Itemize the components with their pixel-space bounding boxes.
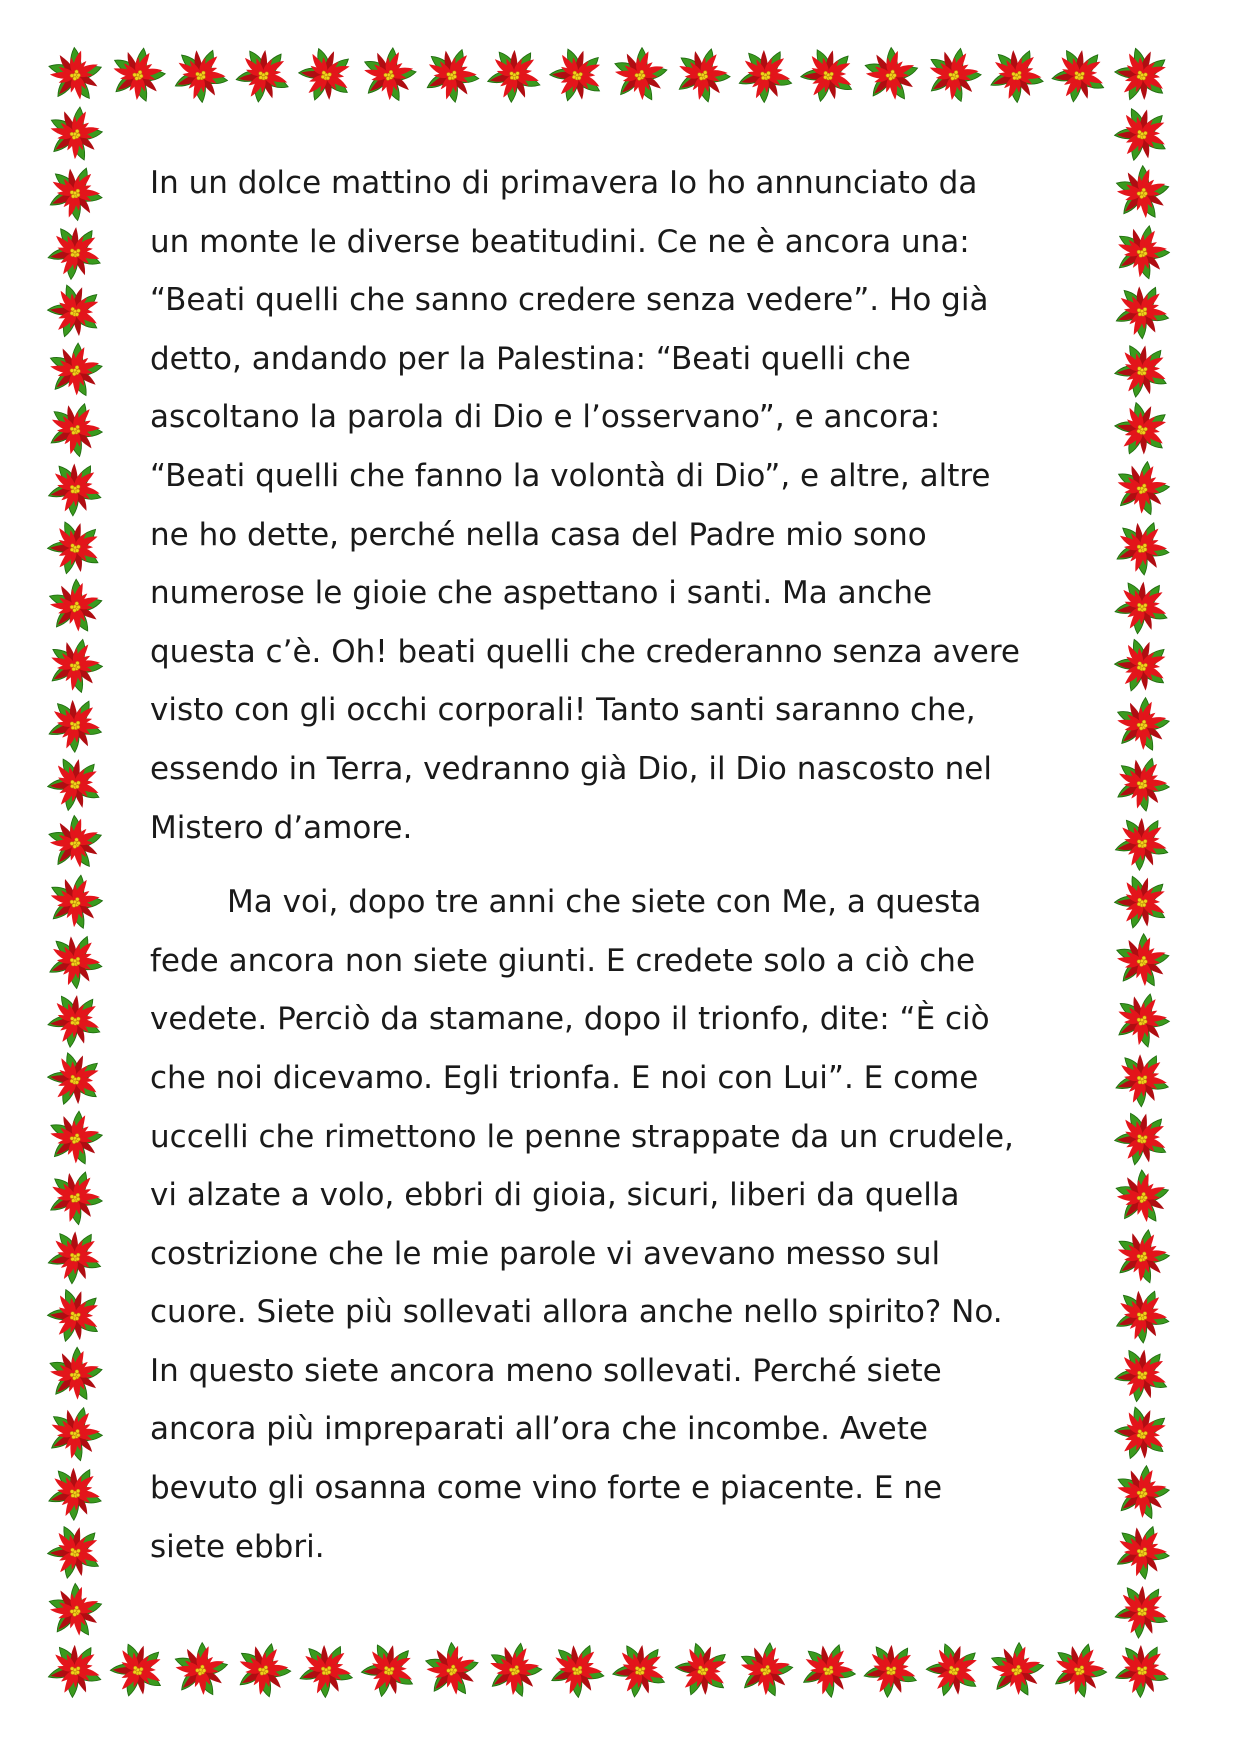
poinsettia-icon xyxy=(1106,158,1179,231)
poinsettia-icon xyxy=(854,39,928,112)
poinsettia-icon xyxy=(172,48,229,103)
poinsettia-icon xyxy=(46,698,103,753)
paragraph-1 xyxy=(150,154,1095,857)
text-line: cuore. Siete più sollevati allora anche nello spirito? No. xyxy=(150,1294,1003,1331)
poinsettia-icon xyxy=(1110,990,1174,1053)
text-line: uccelli che rimettono le penne strappate da un crudele, xyxy=(150,1118,1014,1155)
poinsettia-icon xyxy=(1108,456,1176,523)
poinsettia-icon xyxy=(40,1105,110,1174)
poinsettia-icon xyxy=(43,222,107,284)
poinsettia-icon xyxy=(41,101,110,169)
poinsettia-icon xyxy=(1046,43,1113,108)
poinsettia-icon xyxy=(46,935,103,990)
poinsettia-icon xyxy=(39,1340,111,1411)
poinsettia-icon xyxy=(39,1575,113,1648)
poinsettia-icon xyxy=(917,1636,989,1707)
poinsettia-icon xyxy=(1105,39,1179,112)
poinsettia-icon xyxy=(40,514,110,583)
poinsettia-icon xyxy=(1109,221,1175,285)
poinsettia-icon xyxy=(1104,394,1178,467)
poinsettia-icon xyxy=(793,42,862,110)
text-line: che noi dicevamo. Egli trionfa. E noi con Lui”. E come xyxy=(150,1059,979,1096)
poinsettia-icon xyxy=(981,1636,1053,1707)
poinsettia-icon xyxy=(421,47,482,106)
poinsettia-icon xyxy=(989,49,1044,102)
poinsettia-icon xyxy=(45,1465,104,1522)
poinsettia-icon xyxy=(1106,868,1177,938)
poinsettia-icon xyxy=(549,1644,605,1698)
poinsettia-icon xyxy=(541,41,612,111)
poinsettia-icon xyxy=(798,1642,858,1700)
poinsettia-icon xyxy=(1107,101,1177,169)
poinsettia-icon xyxy=(231,1640,295,1703)
poinsettia-icon xyxy=(38,1044,111,1116)
poinsettia-icon xyxy=(1107,1106,1175,1173)
poinsettia-icon xyxy=(921,43,988,108)
poinsettia-icon xyxy=(40,336,111,406)
document-body xyxy=(150,154,1095,1576)
poinsettia-icon xyxy=(102,1636,173,1706)
paragraph-2 xyxy=(150,873,1095,1576)
poinsettia-icon xyxy=(1110,1581,1173,1642)
poinsettia-icon xyxy=(1105,631,1178,703)
poinsettia-icon xyxy=(46,166,105,223)
poinsettia-icon xyxy=(1111,814,1172,874)
poinsettia-icon xyxy=(859,1640,922,1701)
text-line: visto con gli occhi corporali! Tanto santi saranno che, xyxy=(150,692,976,729)
text-line: numerose le gioie che aspettano i santi. Ma anche xyxy=(150,575,933,612)
text-line: Mistero d’amore. xyxy=(150,809,413,846)
poinsettia-icon xyxy=(42,989,107,1053)
poinsettia-icon xyxy=(43,1404,107,1466)
poinsettia-icon xyxy=(671,45,735,107)
text-line: ne ho dette, perché nella casa del Padre mio sono xyxy=(150,516,927,553)
poinsettia-icon xyxy=(38,39,113,113)
text-line: Ma voi, dopo tre anni che siete con Me, a questa xyxy=(227,884,982,921)
poinsettia-icon xyxy=(45,460,106,519)
poinsettia-icon xyxy=(1107,691,1178,761)
text-line: ancora più impreparati all’ora che incombe. Avete xyxy=(150,1411,928,1448)
poinsettia-icon xyxy=(736,48,795,105)
poinsettia-icon xyxy=(230,44,295,108)
poinsettia-icon xyxy=(731,1637,801,1705)
poinsettia-icon xyxy=(1110,576,1174,639)
poinsettia-icon xyxy=(297,1643,355,1699)
text-line: In un dolce mattino di primavera Io ho annunciato da xyxy=(150,165,978,201)
poinsettia-icon xyxy=(165,1635,238,1707)
text-line: fede ancora non siete giunti. E credete solo a ciò che xyxy=(150,942,976,979)
poinsettia-icon xyxy=(1106,926,1179,998)
poinsettia-icon xyxy=(104,43,172,109)
poinsettia-icon xyxy=(1105,1398,1178,1471)
poinsettia-icon xyxy=(483,46,545,106)
text-line: “Beati quelli che sanno credere senza vedere”. Ho già xyxy=(150,282,989,319)
text-line: bevuto gli osanna come vino forte e piacente. E ne xyxy=(150,1470,943,1507)
text-line: vi alzate a volo, ebbri di gioia, sicuri, liberi da quella xyxy=(150,1177,960,1214)
poinsettia-icon xyxy=(39,572,112,644)
poinsettia-icon xyxy=(1113,1052,1171,1108)
text-line: vedete. Perciò da stamane, dopo il trionfo, dite: “È ciò xyxy=(150,1001,990,1038)
poinsettia-icon xyxy=(1107,1460,1177,1528)
poinsettia-icon xyxy=(1112,1524,1172,1582)
poinsettia-icon xyxy=(1113,521,1171,577)
text-line: questa c’è. Oh! beati quelli che crederanno senza avere xyxy=(150,633,1020,670)
text-line: un monte le diverse beatitudini. Ce ne è ancora una: xyxy=(150,223,970,260)
poinsettia-icon xyxy=(1111,755,1172,815)
poinsettia-icon xyxy=(354,41,424,110)
poinsettia-icon xyxy=(415,1634,489,1707)
poinsettia-icon xyxy=(38,807,113,881)
poinsettia-icon xyxy=(1109,1343,1175,1407)
poinsettia-icon xyxy=(604,40,676,111)
poinsettia-icon xyxy=(41,752,109,818)
text-line: ascoltano la parola di Dio e l’osservano”, e ancora: xyxy=(150,399,941,436)
poinsettia-icon xyxy=(1108,338,1175,404)
poinsettia-icon xyxy=(607,1639,673,1703)
text-line: essendo in Terra, vedranno già Dio, il Dio nascosto nel xyxy=(150,750,992,787)
poinsettia-icon xyxy=(44,400,106,460)
poinsettia-icon xyxy=(43,635,108,699)
text-line: detto, andando per la Palestina: “Beati quelli che xyxy=(150,340,911,377)
text-line: In questo siete ancora meno sollevati. Perché siete xyxy=(150,1352,942,1389)
poinsettia-icon xyxy=(1114,1289,1170,1343)
poinsettia-icon xyxy=(44,1227,106,1287)
poinsettia-icon xyxy=(41,870,109,936)
poinsettia-icon xyxy=(665,1635,738,1708)
poinsettia-icon xyxy=(39,1281,110,1351)
poinsettia-icon xyxy=(1114,285,1170,339)
poinsettia-icon xyxy=(354,1637,422,1704)
paragraph-gap xyxy=(150,857,1095,873)
text-line: “Beati quelli che fanno la volontà di Dio”, e altre, altre xyxy=(150,457,991,494)
text-line: costrizione che le mie parole vi avevano messo sul xyxy=(150,1235,941,1272)
poinsettia-icon xyxy=(289,40,362,112)
poinsettia-icon xyxy=(1112,1642,1172,1700)
poinsettia-icon xyxy=(38,277,110,348)
text-line: siete ebbri. xyxy=(150,1528,325,1565)
poinsettia-icon xyxy=(481,1638,548,1704)
poinsettia-icon xyxy=(40,1519,109,1587)
poinsettia-icon xyxy=(1109,1225,1176,1291)
poinsettia-icon xyxy=(44,1641,105,1701)
poinsettia-icon xyxy=(1105,1162,1179,1235)
poinsettia-icon xyxy=(1048,1640,1111,1701)
poinsettia-icon xyxy=(45,1169,106,1228)
